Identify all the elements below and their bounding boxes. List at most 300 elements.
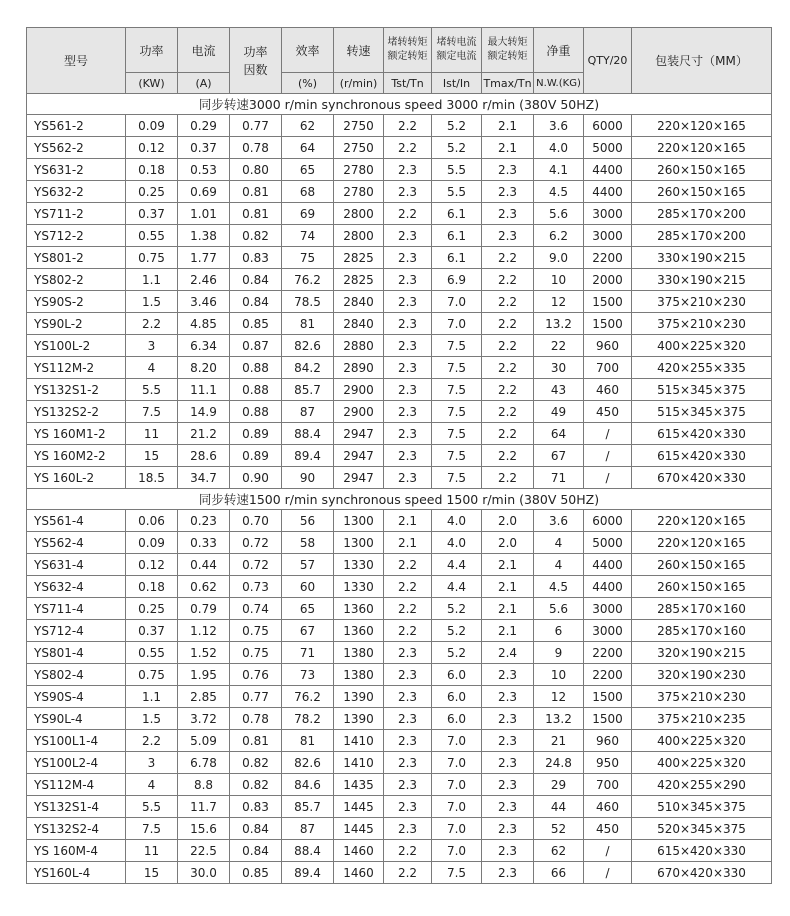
model-cell: YS632-4	[27, 576, 126, 598]
table-cell: 28.6	[178, 445, 230, 467]
table-cell: 0.25	[126, 598, 178, 620]
table-cell: 0.23	[178, 510, 230, 532]
table-cell: 0.73	[230, 576, 282, 598]
header-pack-size: 包装尺寸（MM）	[632, 28, 772, 94]
table-cell: 1.1	[126, 686, 178, 708]
table-cell: 330×190×215	[632, 247, 772, 269]
table-cell: 0.72	[230, 554, 282, 576]
table-cell: 11	[126, 840, 178, 862]
table-cell: 1360	[334, 598, 384, 620]
unit-tmax: Tmax/Tn	[482, 73, 534, 94]
table-cell: 69	[282, 203, 334, 225]
table-cell: 0.37	[126, 620, 178, 642]
table-cell: 6.0	[432, 708, 482, 730]
table-cell: 2.3	[482, 664, 534, 686]
table-cell: /	[584, 467, 632, 489]
table-cell: 0.77	[230, 686, 282, 708]
table-cell: 400×225×320	[632, 752, 772, 774]
header-current: 电流	[178, 28, 230, 73]
table-cell: 1330	[334, 554, 384, 576]
table-cell: 6.0	[432, 686, 482, 708]
table-cell: 0.82	[230, 225, 282, 247]
table-cell: 2.2	[384, 554, 432, 576]
model-cell: YS132S2-2	[27, 401, 126, 423]
table-cell: 2.46	[178, 269, 230, 291]
table-cell: 320×190×215	[632, 642, 772, 664]
model-cell: YS112M-2	[27, 357, 126, 379]
table-cell: 2800	[334, 203, 384, 225]
table-cell: 7.5	[432, 467, 482, 489]
table-cell: 2780	[334, 159, 384, 181]
model-cell: YS90S-2	[27, 291, 126, 313]
table-cell: 4.4	[432, 554, 482, 576]
table-cell: 2.3	[384, 269, 432, 291]
table-cell: 2.3	[384, 291, 432, 313]
unit-a: (A)	[178, 73, 230, 94]
table-cell: 60	[282, 576, 334, 598]
header-speed: 转速	[334, 28, 384, 73]
table-cell: 30	[534, 357, 584, 379]
table-cell: 0.69	[178, 181, 230, 203]
table-cell: 4.5	[534, 576, 584, 598]
table-cell: 7.0	[432, 291, 482, 313]
model-cell: YS561-4	[27, 510, 126, 532]
table-cell: 5.2	[432, 598, 482, 620]
section-title: 同步转速1500 r/min synchronous speed 1500 r/min (380V 50HZ)	[27, 489, 772, 510]
table-cell: 2.3	[482, 796, 534, 818]
table-cell: 2.1	[482, 137, 534, 159]
model-cell: YS632-2	[27, 181, 126, 203]
table-cell: /	[584, 423, 632, 445]
table-cell: 7.0	[432, 730, 482, 752]
table-cell: 0.18	[126, 159, 178, 181]
table-cell: 2.2	[482, 401, 534, 423]
table-cell: 0.89	[230, 445, 282, 467]
header-tmax: 最大转矩 额定转矩	[482, 28, 534, 73]
table-cell: 2.3	[482, 686, 534, 708]
table-cell: 81	[282, 730, 334, 752]
table-cell: 4	[126, 357, 178, 379]
table-cell: 2947	[334, 467, 384, 489]
table-cell: 285×170×200	[632, 225, 772, 247]
table-cell: 62	[282, 115, 334, 137]
table-cell: 89.4	[282, 862, 334, 884]
table-cell: 84.2	[282, 357, 334, 379]
table-cell: 85.7	[282, 379, 334, 401]
model-cell: YS132S2-4	[27, 818, 126, 840]
table-cell: 2750	[334, 115, 384, 137]
table-cell: 2.1	[384, 510, 432, 532]
table-cell: 3.6	[534, 115, 584, 137]
table-cell: 18.5	[126, 467, 178, 489]
table-cell: 7.5	[432, 445, 482, 467]
table-cell: 1390	[334, 708, 384, 730]
table-cell: 400×225×320	[632, 335, 772, 357]
table-cell: 82.6	[282, 335, 334, 357]
model-cell: YS160L-4	[27, 862, 126, 884]
table-cell: 0.81	[230, 203, 282, 225]
table-cell: 65	[282, 598, 334, 620]
table-cell: 4	[126, 774, 178, 796]
table-cell: 615×420×330	[632, 423, 772, 445]
table-row	[27, 225, 772, 247]
table-cell: 3000	[584, 598, 632, 620]
table-cell: 1300	[334, 532, 384, 554]
table-cell: 4400	[584, 159, 632, 181]
table-cell: 2.2	[126, 313, 178, 335]
table-cell: 88.4	[282, 840, 334, 862]
table-cell: 0.88	[230, 357, 282, 379]
table-cell: 260×150×165	[632, 181, 772, 203]
model-cell: YS112M-4	[27, 774, 126, 796]
table-cell: 5.2	[432, 620, 482, 642]
model-cell: YS711-2	[27, 203, 126, 225]
table-cell: 2.3	[384, 708, 432, 730]
table-cell: 670×420×330	[632, 862, 772, 884]
table-cell: 2.3	[384, 774, 432, 796]
table-cell: 0.84	[230, 818, 282, 840]
table-cell: 0.55	[126, 225, 178, 247]
table-cell: 400×225×320	[632, 730, 772, 752]
table-cell: 0.55	[126, 642, 178, 664]
table-cell: 78.2	[282, 708, 334, 730]
model-cell: YS132S1-4	[27, 796, 126, 818]
table-cell: 81	[282, 313, 334, 335]
table-cell: 15.6	[178, 818, 230, 840]
header-ist: 堵转电流 额定电流	[432, 28, 482, 73]
table-cell: 3.72	[178, 708, 230, 730]
table-cell: 2.2	[482, 313, 534, 335]
table-cell: 0.06	[126, 510, 178, 532]
table-row	[27, 818, 772, 840]
table-cell: 0.81	[230, 181, 282, 203]
table-cell: 2.3	[384, 664, 432, 686]
table-cell: 0.72	[230, 532, 282, 554]
section-header	[27, 489, 772, 510]
table-cell: 7.5	[432, 423, 482, 445]
model-cell: YS562-2	[27, 137, 126, 159]
model-cell: YS 160L-2	[27, 467, 126, 489]
table-cell: 2.3	[384, 423, 432, 445]
table-cell: 615×420×330	[632, 840, 772, 862]
table-cell: 2.1	[482, 115, 534, 137]
table-cell: 375×210×230	[632, 291, 772, 313]
table-cell: 0.80	[230, 159, 282, 181]
section-header	[27, 94, 772, 115]
table-cell: 220×120×165	[632, 532, 772, 554]
table-cell: 6.78	[178, 752, 230, 774]
table-cell: 1.1	[126, 269, 178, 291]
table-cell: 6000	[584, 510, 632, 532]
table-cell: 64	[534, 423, 584, 445]
table-cell: 285×170×160	[632, 620, 772, 642]
table-row	[27, 664, 772, 686]
table-cell: 4.0	[432, 510, 482, 532]
table-cell: 7.0	[432, 796, 482, 818]
table-cell: 52	[534, 818, 584, 840]
table-cell: 1410	[334, 730, 384, 752]
table-cell: 30.0	[178, 862, 230, 884]
table-cell: 4	[534, 532, 584, 554]
table-cell: 960	[584, 730, 632, 752]
table-row	[27, 620, 772, 642]
table-cell: 5.2	[432, 137, 482, 159]
table-cell: 85.7	[282, 796, 334, 818]
table-cell: 9	[534, 642, 584, 664]
table-row	[27, 862, 772, 884]
table-cell: 1500	[584, 313, 632, 335]
table-cell: 420×255×290	[632, 774, 772, 796]
model-cell: YS132S1-2	[27, 379, 126, 401]
table-cell: 5.5	[432, 181, 482, 203]
table-cell: 2200	[584, 642, 632, 664]
table-cell: 4.1	[534, 159, 584, 181]
table-cell: 2.3	[384, 379, 432, 401]
unit-percent: (%)	[282, 73, 334, 94]
table-row	[27, 840, 772, 862]
table-cell: 67	[534, 445, 584, 467]
table-cell: 1.77	[178, 247, 230, 269]
table-cell: 49	[534, 401, 584, 423]
table-cell: 0.18	[126, 576, 178, 598]
table-cell: 0.84	[230, 291, 282, 313]
table-cell: 2.1	[482, 554, 534, 576]
table-cell: 7.5	[432, 379, 482, 401]
table-cell: 2.3	[384, 313, 432, 335]
table-row	[27, 445, 772, 467]
table-cell: 2.0	[482, 510, 534, 532]
unit-nw: N.W.(KG)	[534, 73, 584, 94]
table-cell: 3000	[584, 620, 632, 642]
table-row	[27, 379, 772, 401]
table-cell: 2.3	[482, 752, 534, 774]
table-cell: 76.2	[282, 269, 334, 291]
table-cell: 82.6	[282, 752, 334, 774]
model-cell: YS 160M1-2	[27, 423, 126, 445]
table-cell: 2.4	[482, 642, 534, 664]
model-cell: YS561-2	[27, 115, 126, 137]
table-cell: 7.0	[432, 774, 482, 796]
model-cell: YS712-4	[27, 620, 126, 642]
header-model: 型号	[27, 28, 126, 94]
table-cell: 0.77	[230, 115, 282, 137]
table-cell: 4400	[584, 554, 632, 576]
table-cell: 8.8	[178, 774, 230, 796]
table-cell: 15	[126, 445, 178, 467]
table-cell: 0.29	[178, 115, 230, 137]
header-weight: 净重	[534, 28, 584, 73]
table-cell: 0.33	[178, 532, 230, 554]
table-cell: 2.3	[482, 181, 534, 203]
table-cell: 2.2	[482, 445, 534, 467]
table-cell: 12	[534, 686, 584, 708]
table-cell: 2.1	[482, 598, 534, 620]
model-cell: YS711-4	[27, 598, 126, 620]
table-cell: 6000	[584, 115, 632, 137]
model-cell: YS 160M2-2	[27, 445, 126, 467]
table-cell: 13.2	[534, 708, 584, 730]
table-cell: 0.44	[178, 554, 230, 576]
table-cell: 11.7	[178, 796, 230, 818]
unit-kw: (KW)	[126, 73, 178, 94]
table-cell: 11.1	[178, 379, 230, 401]
table-cell: 460	[584, 796, 632, 818]
table-cell: 2.1	[384, 532, 432, 554]
table-cell: 0.88	[230, 379, 282, 401]
table-cell: 5000	[584, 137, 632, 159]
model-cell: YS100L-2	[27, 335, 126, 357]
table-cell: 57	[282, 554, 334, 576]
table-cell: 520×345×375	[632, 818, 772, 840]
table-cell: 460	[584, 379, 632, 401]
table-cell: 2.3	[482, 225, 534, 247]
table-cell: 7.5	[126, 401, 178, 423]
table-cell: 6.0	[432, 664, 482, 686]
table-cell: 2.2	[384, 598, 432, 620]
table-cell: 3000	[584, 225, 632, 247]
model-cell: YS90S-4	[27, 686, 126, 708]
table-row	[27, 642, 772, 664]
table-row	[27, 357, 772, 379]
table-cell: 0.78	[230, 708, 282, 730]
header-tst: 堵转转矩 额定转矩	[384, 28, 432, 73]
table-cell: 1410	[334, 752, 384, 774]
model-cell: YS100L1-4	[27, 730, 126, 752]
table-cell: 1390	[334, 686, 384, 708]
table-cell: 2.1	[482, 576, 534, 598]
table-cell: 2.2	[384, 620, 432, 642]
table-cell: 0.12	[126, 554, 178, 576]
table-row	[27, 510, 772, 532]
table-cell: 0.79	[178, 598, 230, 620]
table-cell: 58	[282, 532, 334, 554]
table-cell: 2.3	[384, 357, 432, 379]
table-cell: 0.62	[178, 576, 230, 598]
table-cell: 1360	[334, 620, 384, 642]
table-cell: 5.2	[432, 642, 482, 664]
table-cell: 3	[126, 335, 178, 357]
table-cell: 6	[534, 620, 584, 642]
model-cell: YS631-4	[27, 554, 126, 576]
table-cell: 2.2	[482, 335, 534, 357]
table-cell: 2890	[334, 357, 384, 379]
table-cell: 2.85	[178, 686, 230, 708]
table-cell: 4.0	[534, 137, 584, 159]
table-cell: 1500	[584, 291, 632, 313]
table-cell: 0.83	[230, 247, 282, 269]
table-cell: 12	[534, 291, 584, 313]
table-cell: 44	[534, 796, 584, 818]
model-cell: YS801-2	[27, 247, 126, 269]
table-cell: 2.3	[482, 708, 534, 730]
table-cell: 0.25	[126, 181, 178, 203]
table-cell: 960	[584, 335, 632, 357]
table-cell: 1.5	[126, 708, 178, 730]
table-cell: 2.2	[126, 730, 178, 752]
table-cell: 2880	[334, 335, 384, 357]
table-row	[27, 686, 772, 708]
table-cell: 56	[282, 510, 334, 532]
table-cell: 0.37	[126, 203, 178, 225]
table-cell: 7.0	[432, 313, 482, 335]
table-cell: 2780	[334, 181, 384, 203]
table-cell: 2.3	[384, 686, 432, 708]
table-cell: 2.2	[482, 423, 534, 445]
table-cell: /	[584, 862, 632, 884]
table-row	[27, 576, 772, 598]
table-cell: 0.87	[230, 335, 282, 357]
table-cell: 3.6	[534, 510, 584, 532]
table-row	[27, 708, 772, 730]
table-cell: 11	[126, 423, 178, 445]
table-cell: 1.5	[126, 291, 178, 313]
table-cell: 2.2	[482, 379, 534, 401]
table-cell: 6.1	[432, 225, 482, 247]
table-cell: 0.37	[178, 137, 230, 159]
table-cell: 5.5	[126, 796, 178, 818]
table-cell: 1500	[584, 686, 632, 708]
table-cell: 0.88	[230, 401, 282, 423]
table-cell: 2.3	[482, 730, 534, 752]
table-cell: 34.7	[178, 467, 230, 489]
table-cell: 10	[534, 664, 584, 686]
table-cell: 1300	[334, 510, 384, 532]
table-cell: 5.6	[534, 598, 584, 620]
table-cell: 1445	[334, 818, 384, 840]
table-cell: 73	[282, 664, 334, 686]
table-row	[27, 159, 772, 181]
table-cell: 29	[534, 774, 584, 796]
table-cell: 76.2	[282, 686, 334, 708]
table-row	[27, 598, 772, 620]
table-cell: 1460	[334, 862, 384, 884]
model-cell: YS631-2	[27, 159, 126, 181]
table-cell: 2900	[334, 401, 384, 423]
table-cell: 2.2	[384, 576, 432, 598]
table-cell: 2.3	[384, 445, 432, 467]
table-cell: 1.01	[178, 203, 230, 225]
table-cell: 66	[534, 862, 584, 884]
table-cell: 615×420×330	[632, 445, 772, 467]
table-cell: 0.09	[126, 115, 178, 137]
table-cell: 450	[584, 401, 632, 423]
model-cell: YS802-2	[27, 269, 126, 291]
table-cell: 0.78	[230, 137, 282, 159]
table-cell: 0.76	[230, 664, 282, 686]
model-cell: YS801-4	[27, 642, 126, 664]
table-cell: 4	[534, 554, 584, 576]
table-cell: 2947	[334, 445, 384, 467]
table-cell: 24.8	[534, 752, 584, 774]
table-cell: 375×210×235	[632, 708, 772, 730]
table-cell: 2.2	[384, 840, 432, 862]
table-cell: 2.3	[384, 159, 432, 181]
table-cell: 330×190×215	[632, 269, 772, 291]
table-cell: 0.81	[230, 730, 282, 752]
table-cell: 4.5	[534, 181, 584, 203]
table-cell: 1460	[334, 840, 384, 862]
header-power: 功率	[126, 28, 178, 73]
table-cell: 0.75	[230, 620, 282, 642]
table-cell: 67	[282, 620, 334, 642]
table-cell: 2825	[334, 269, 384, 291]
table-cell: 4.0	[432, 532, 482, 554]
table-cell: 7.5	[432, 862, 482, 884]
header-power-factor: 功率 因数	[230, 28, 282, 94]
table-cell: /	[584, 840, 632, 862]
table-cell: 2750	[334, 137, 384, 159]
table-cell: 0.84	[230, 269, 282, 291]
